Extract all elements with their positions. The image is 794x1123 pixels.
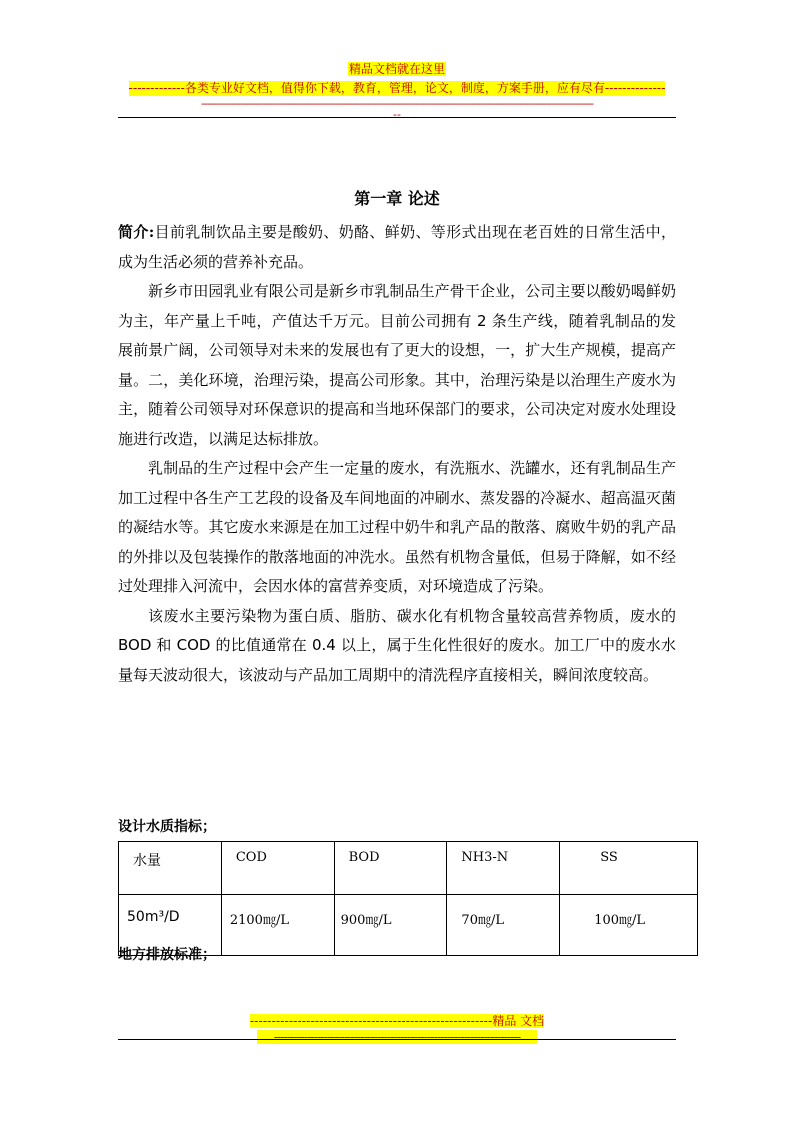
footer-line-1: --------------------------------------------------------精品 文档 [249,1014,545,1028]
table-header-cell: 水量 [119,842,222,895]
page-footer [118,1010,676,1048]
table-cell: 900㎎/L [334,895,447,956]
water-quality-table [118,841,698,956]
table-cell: 2100㎎/L [221,895,334,956]
chapter-title: 第一章 论述 [354,189,440,208]
intro-label: 简介: [118,223,155,241]
table-header-row [119,842,698,895]
footer-line-2: -------------------------------------------------------------------------- [257,1030,537,1044]
table-cell: 70㎎/L [447,895,560,956]
table-header-cell: SS [560,842,698,895]
intro-text: 目前乳制饮品主要是酸奶、奶酪、鲜奶、等形式出现在老百姓的日常生活中，成为生活必须的营养补充品。 [118,223,676,271]
table-cell: 100㎎/L [560,895,698,956]
paragraph: 新乡市田园乳业有限公司是新乡市乳制品生产骨干企业，公司主要以酸奶喝鲜奶为主，年产量上千吨，产值达千万元。目前公司拥有 2 条生产线，随着乳制品的发展前景广阔，公司领导对未来的发展也有了更大的设想，一，扩大生产规模，提高产量。二，美化环境，治理污染，提高公司形象。其中，治理污染是以治理生产废水为主，随着公司领导对环保意识的提高和当地环保部门的要求，公司决定对废水处理设施进行改造，以满足达标排放。 [118,282,676,448]
discharge-standard-title: 地方排放标准； [118,947,216,963]
intro-paragraph [118,218,676,277]
header-subtitle: -------------各类专业好文档，值得你下载，教育，管理，论文，制度，方案手册，应有尽有-------------- [128,81,666,95]
paragraph: 该废水主要污染物为蛋白质、脂肪、碳水化有机物含量较高营养物质，废水的 BOD 和 COD 的比值通常在 0.4 以上，属于生化性很好的废水。加工厂中的废水水量每天波动很大，该波动与产品加工周期中的清洗程序直接相关，瞬间浓度较高。 [118,606,676,684]
body-content [118,218,676,690]
header-rule [118,117,676,118]
design-quality-title: 设计水质指标； [118,819,216,835]
header-dash-line-2: -- [393,108,401,121]
table-header-cell: COD [221,842,334,895]
table-cell: 50m³/D [119,895,222,956]
table-header-cell: BOD [334,842,447,895]
table-header-cell: NH3-N [447,842,560,895]
footer-rule [118,1039,676,1040]
page-header [118,58,676,120]
header-title: 精品文档就在这里 [348,62,445,76]
paragraph: 乳制品的生产过程中会产生一定量的废水，有洗瓶水、洗罐水，还有乳制品生产加工过程中各生产工艺段的设备及车间地面的冲刷水、蒸发器的冷凝水、超高温灭菌的凝结水等。其它废水来源是在加工过程中奶牛和乳产品的散落、腐败牛奶的乳产品的外排以及包装操作的散落地面的冲洗水。虽然有机物含量低，但易于降解，如不经过处理排入河流中，会因水体的富营养变质，对环境造成了污染。 [118,459,676,595]
header-dash-line: ------------------------------------------------------------------------------------------------------------------------------------ [201,98,593,109]
